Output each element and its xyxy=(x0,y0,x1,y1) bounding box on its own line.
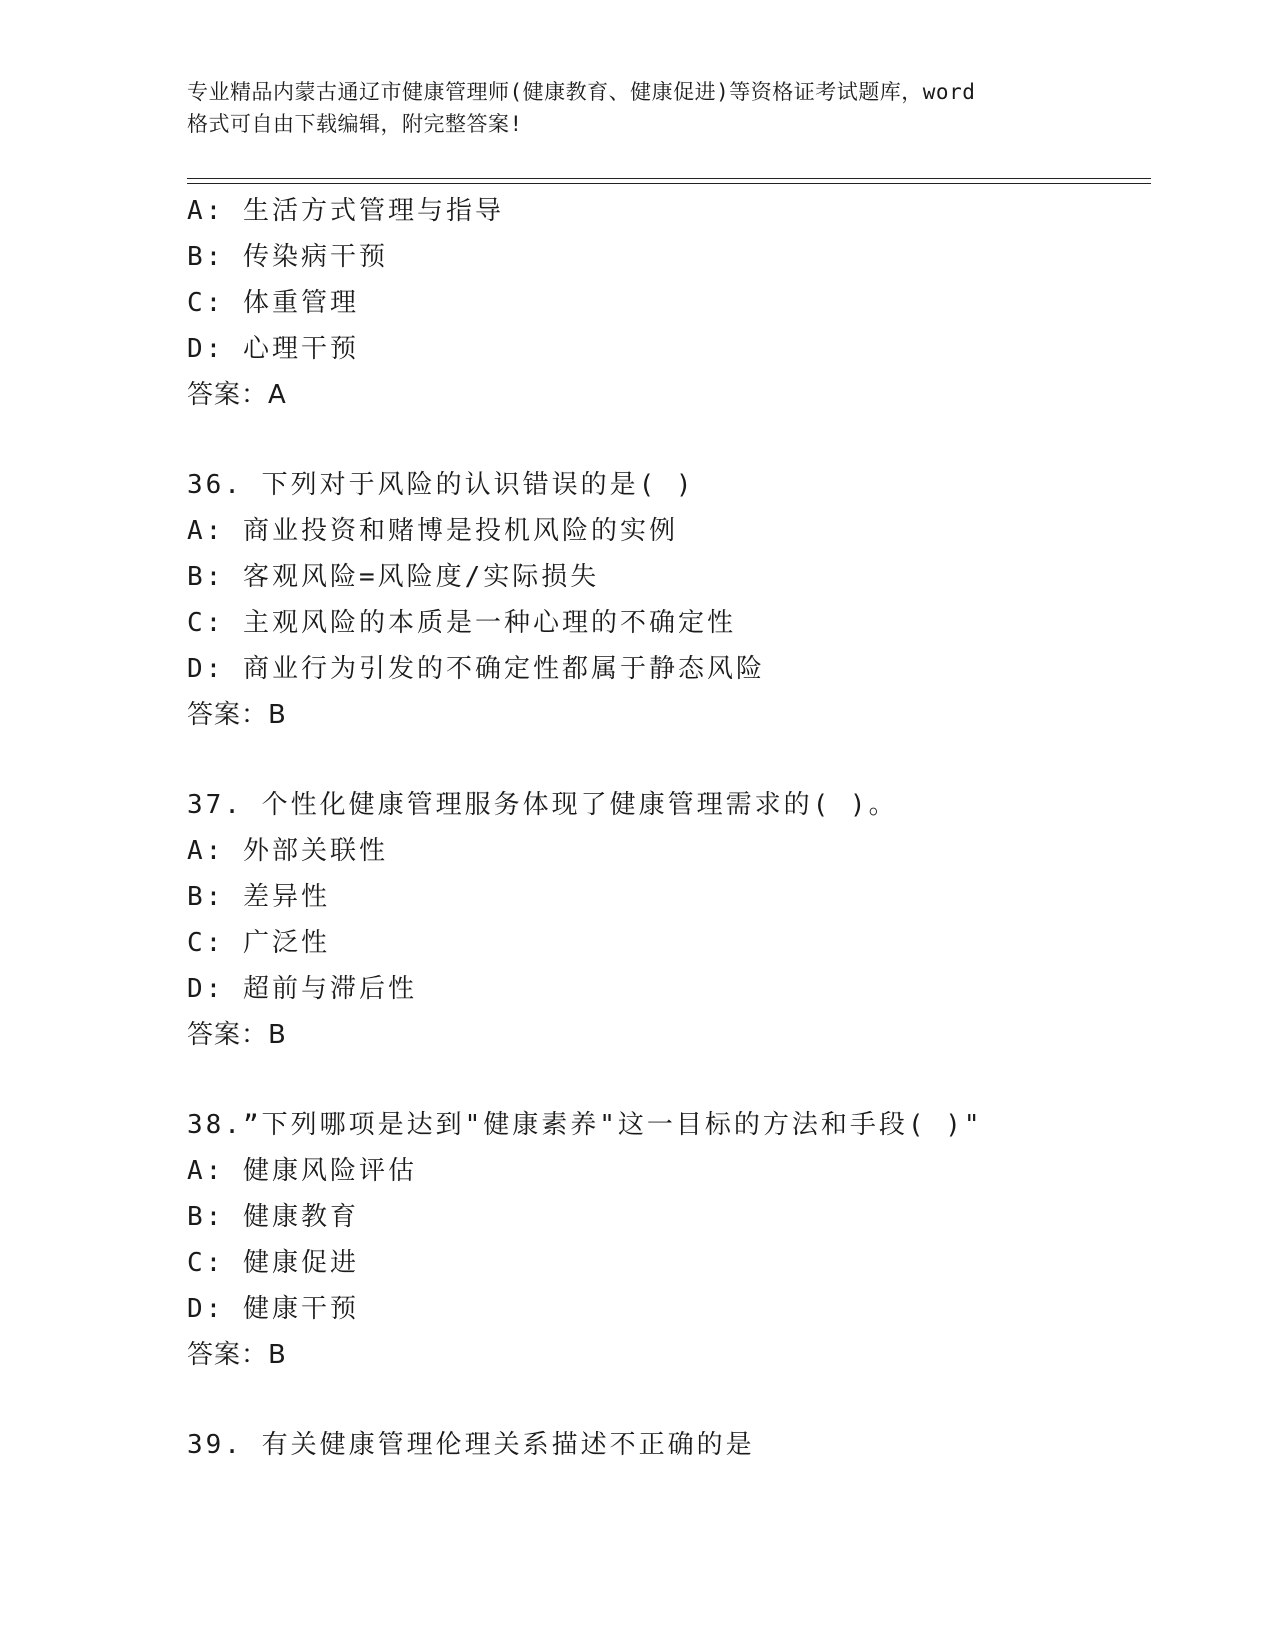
question-block-37 xyxy=(187,782,1167,1058)
question-block-39 xyxy=(187,1422,1167,1468)
question-title: 39. 有关健康管理伦理关系描述不正确的是 xyxy=(187,1430,755,1460)
header-line-2: 格式可自由下载编辑，附完整答案! xyxy=(187,112,523,136)
option-c: C: 体重管理 xyxy=(187,288,359,318)
option-d: D: 健康干预 xyxy=(187,1294,359,1324)
option-a: A: 健康风险评估 xyxy=(187,1156,417,1186)
option-b: B: 差异性 xyxy=(187,882,330,912)
answer-line: 答案：A xyxy=(187,380,287,410)
option-d: D: 商业行为引发的不确定性都属于静态风险 xyxy=(187,654,765,684)
option-c: C: 健康促进 xyxy=(187,1248,359,1278)
answer-line: 答案：B xyxy=(187,1020,287,1050)
question-title: 36. 下列对于风险的认识错误的是( ) xyxy=(187,470,695,500)
answer-line: 答案：B xyxy=(187,700,287,730)
question-block-35-continued xyxy=(187,188,1167,418)
header-divider-bottom xyxy=(187,183,1151,184)
option-b: B: 客观风险=风险度/实际损失 xyxy=(187,562,600,592)
document-header xyxy=(187,76,1087,140)
option-c: C: 主观风险的本质是一种心理的不确定性 xyxy=(187,608,736,638)
question-title: 37. 个性化健康管理服务体现了健康管理需求的( )。 xyxy=(187,790,898,820)
header-line-1: 专业精品内蒙古通辽市健康管理师(健康教育、健康促进)等资格证考试题库，word xyxy=(187,80,976,104)
option-a: A: 生活方式管理与指导 xyxy=(187,196,504,226)
header-divider-top xyxy=(187,178,1151,179)
question-block-38 xyxy=(187,1102,1167,1378)
option-d: D: 超前与滞后性 xyxy=(187,974,417,1004)
option-b: B: 健康教育 xyxy=(187,1202,359,1232)
option-a: A: 商业投资和赌博是投机风险的实例 xyxy=(187,516,678,546)
option-c: C: 广泛性 xyxy=(187,928,330,958)
question-title: 38.”下列哪项是达到"健康素养"这一目标的方法和手段( )" xyxy=(187,1110,983,1140)
question-block-36 xyxy=(187,462,1167,738)
option-d: D: 心理干预 xyxy=(187,334,359,364)
option-a: A: 外部关联性 xyxy=(187,836,388,866)
question-list xyxy=(187,188,1167,1468)
option-b: B: 传染病干预 xyxy=(187,242,388,272)
answer-line: 答案：B xyxy=(187,1340,287,1370)
